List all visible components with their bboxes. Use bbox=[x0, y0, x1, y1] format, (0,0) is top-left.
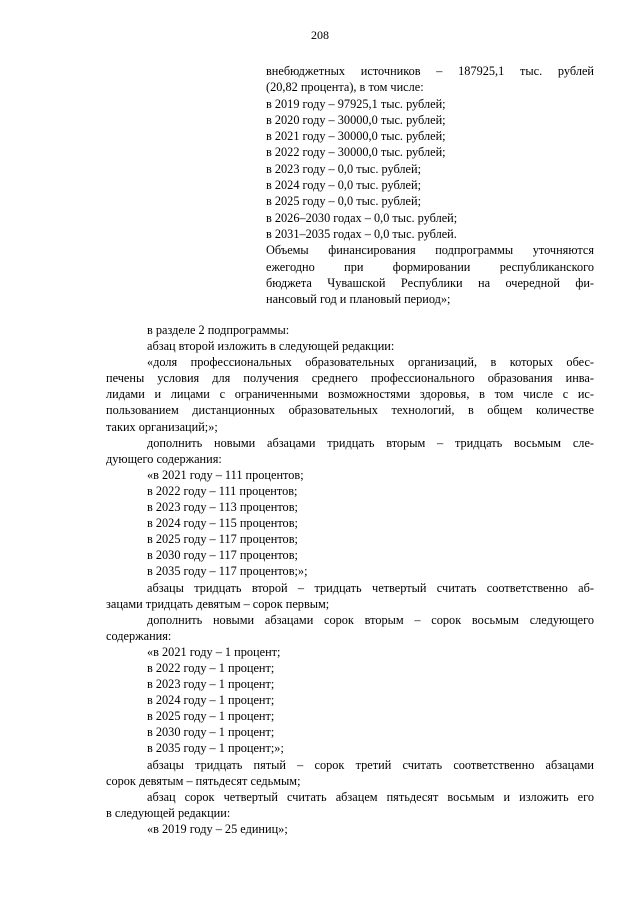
body-line: абзац сорок четвертый считать абзацем пятьдесят восьмым и изложить его bbox=[147, 789, 594, 804]
body-line: в 2022 году – 1 процент; bbox=[147, 660, 275, 675]
body-line: абзац второй изложить в следующей редакции: bbox=[147, 339, 395, 354]
body-line: в 2023 году – 1 процент; bbox=[147, 677, 275, 692]
funding-line: в 2020 году – 30000,0 тыс. рублей; bbox=[266, 112, 446, 127]
body-line: в 2025 году – 117 процентов; bbox=[147, 532, 298, 547]
body-line: дующего содержания: bbox=[106, 451, 222, 466]
amendments-body bbox=[106, 322, 594, 837]
body-line: в следующей редакции: bbox=[106, 805, 231, 820]
body-line: в 2024 году – 1 процент; bbox=[147, 693, 275, 708]
funding-line: бюджета Чувашской Республики на очередной фи- bbox=[266, 275, 594, 290]
body-line: «доля профессиональных образовательных организаций, в которых обес- bbox=[147, 355, 594, 370]
body-line: «в 2021 году – 111 процентов; bbox=[147, 467, 304, 482]
body-line: в 2035 году – 117 процентов;»; bbox=[147, 564, 308, 579]
body-line: в 2025 году – 1 процент; bbox=[147, 709, 275, 724]
body-line: в разделе 2 подпрограммы: bbox=[147, 323, 290, 337]
body-line: абзацы тридцать второй – тридцать четвертый считать соответственно аб- bbox=[147, 580, 594, 595]
body-line: лидами и лицами с ограниченными возможностями здоровья, в том числе с ис- bbox=[106, 387, 594, 402]
body-line: в 2024 году – 115 процентов; bbox=[147, 516, 298, 531]
body-line: дополнить новыми абзацами сорок вторым – сорок восьмым следующего bbox=[147, 612, 594, 627]
funding-block bbox=[266, 63, 594, 307]
body-line: содержания: bbox=[106, 628, 172, 643]
body-line: в 2030 году – 1 процент; bbox=[147, 725, 275, 740]
body-line: «в 2019 году – 25 единиц»; bbox=[147, 821, 288, 836]
funding-line: в 2031–2035 годах – 0,0 тыс. рублей. bbox=[266, 226, 457, 241]
body-line: таких организаций;»; bbox=[106, 419, 218, 434]
body-line: в 2035 году – 1 процент;»; bbox=[147, 741, 284, 756]
funding-line: ежегодно при формировании республиканского bbox=[266, 259, 594, 274]
funding-line: нансовый год и плановый период»; bbox=[266, 292, 451, 307]
funding-line: в 2025 году – 0,0 тыс. рублей; bbox=[266, 194, 421, 209]
body-line: зацами тридцать девятым – сорок первым; bbox=[106, 596, 330, 611]
funding-line: в 2022 году – 30000,0 тыс. рублей; bbox=[266, 145, 446, 160]
funding-line: в 2019 году – 97925,1 тыс. рублей; bbox=[266, 96, 446, 111]
body-line: «в 2021 году – 1 процент; bbox=[147, 644, 281, 659]
body-line: печены условия для получения среднего профессионального образования инва- bbox=[106, 371, 594, 386]
body-line: дополнить новыми абзацами тридцать вторым – тридцать восьмым сле- bbox=[147, 435, 594, 450]
body-line: пользованием дистанционных образовательных технологий, в общем количестве bbox=[106, 403, 594, 418]
body-line: сорок девятым – пятьдесят седьмым; bbox=[106, 773, 301, 788]
body-line: в 2022 году – 111 процентов; bbox=[147, 483, 298, 498]
page-number: 208 bbox=[311, 28, 329, 42]
body-line: абзацы тридцать пятый – сорок третий считать соответственно абзацами bbox=[147, 757, 594, 772]
funding-line: (20,82 процента), в том числе: bbox=[266, 80, 424, 95]
funding-line: внебюджетных источников – 187925,1 тыс. рублей bbox=[266, 64, 594, 78]
funding-line: в 2023 году – 0,0 тыс. рублей; bbox=[266, 161, 421, 176]
funding-line: в 2026–2030 годах – 0,0 тыс. рублей; bbox=[266, 210, 458, 225]
body-line: в 2023 году – 113 процентов; bbox=[147, 500, 298, 515]
body-line: в 2030 году – 117 процентов; bbox=[147, 548, 298, 563]
funding-line: в 2021 году – 30000,0 тыс. рублей; bbox=[266, 129, 446, 144]
funding-line: Объемы финансирования подпрограммы уточняются bbox=[266, 243, 594, 258]
funding-line: в 2024 году – 0,0 тыс. рублей; bbox=[266, 178, 421, 193]
